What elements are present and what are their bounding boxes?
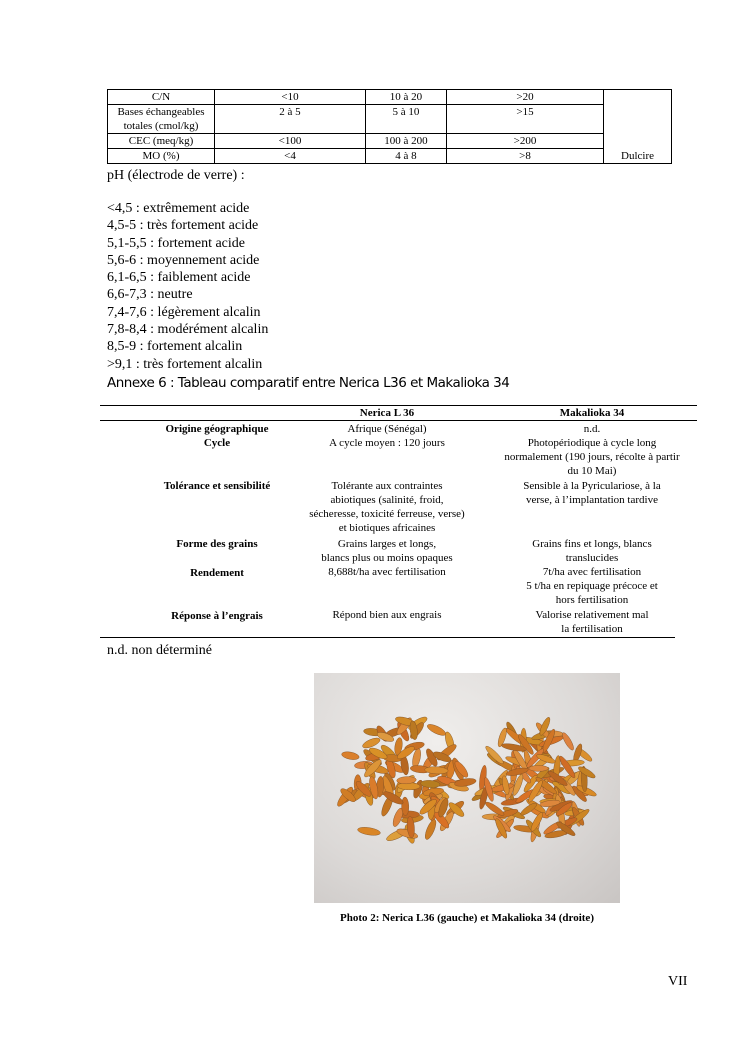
cell-line: blancs plus ou moins opaques — [321, 552, 453, 564]
cell-origine-makalioka — [487, 422, 697, 436]
cell-tolerance-makalioka — [487, 479, 697, 507]
list-item: <4,5 : extrêmement acide — [107, 201, 250, 216]
list-item: 6,6-7,3 : neutre — [107, 287, 193, 303]
table-cell: C/N — [108, 90, 215, 105]
cell-line: du 10 Mai) — [567, 465, 617, 477]
cell-line: Grains fins et longs, blancs — [532, 538, 652, 550]
table-cell: MO (%) — [108, 149, 215, 164]
photo-caption: Photo 2: Nerica L36 (gauche) et Makalioka 34 (droite) — [340, 912, 594, 924]
cell-line: la fertilisation — [561, 623, 623, 635]
list-item: >9,1 : très fortement alcalin — [107, 356, 263, 372]
table-cell: Bases échangeables totales (cmol/kg) — [108, 105, 215, 134]
rice-grain — [357, 826, 381, 837]
abbreviation-note: n.d. non déterminé — [107, 643, 212, 658]
cell-line: verse, à l’implantation tardive — [526, 494, 658, 506]
cell-reponse-makalioka — [487, 608, 697, 636]
cell-line: Afrique (Sénégal) — [347, 423, 427, 435]
row-label-forme: Forme des grains — [176, 538, 258, 550]
table-cell: 4 à 8 — [366, 149, 447, 164]
row-label-cycle: Cycle — [203, 437, 231, 449]
cell-cycle-makalioka — [487, 436, 697, 478]
table-cell: >15 — [447, 105, 604, 134]
cell-cycle-nerica — [287, 436, 487, 450]
table-cell: <4 — [215, 149, 366, 164]
table-row — [108, 105, 672, 134]
table-cell: >200 — [447, 134, 604, 149]
table-cell: CEC (meq/kg) — [108, 134, 215, 149]
row-label-origine: Origine géographique — [165, 423, 269, 435]
cell-line: 5 t/ha en repiquage précoce et — [526, 580, 658, 592]
list-item: 5,6-6 : moyennement acide — [107, 252, 260, 268]
rice-grains-illustration — [314, 673, 620, 903]
rice-grain — [426, 722, 447, 737]
cell-forme-nerica — [287, 537, 487, 565]
cell-line: sécheresse, toxicité ferreuse, verse) — [309, 508, 465, 520]
list-item: 6,1-6,5 : faiblement acide — [107, 270, 251, 286]
rice-grain — [454, 777, 477, 788]
column-header-nerica: Nerica L 36 — [359, 407, 415, 419]
rice-grains-photo — [314, 673, 620, 903]
table-cell-source: Dulcire — [604, 90, 672, 164]
table-cell: <10 — [215, 90, 366, 105]
table-bottom-rule — [100, 637, 675, 638]
page-number: VII — [668, 974, 688, 989]
table-row — [108, 149, 672, 164]
row-label-tolerance: Tolérance et sensibilité — [163, 480, 271, 492]
cell-line: translucides — [565, 552, 619, 564]
table-cell: 5 à 10 — [366, 105, 447, 134]
table-cell: 2 à 5 — [215, 105, 366, 134]
cell-line: 8,688t/ha avec fertilisation — [328, 566, 446, 578]
cell-line: Répond bien aux engrais — [332, 609, 442, 621]
row-label-reponse: Réponse à l’engrais — [171, 610, 263, 622]
table-cell: 100 à 200 — [366, 134, 447, 149]
rice-grain — [423, 818, 438, 841]
cell-origine-nerica — [287, 422, 487, 436]
cell-line: n.d. — [583, 423, 601, 435]
cell-line: A cycle moyen : 120 jours — [329, 437, 445, 449]
cell-forme-makalioka — [487, 537, 697, 565]
table-cell: >8 — [447, 149, 604, 164]
table-cell: 10 à 20 — [366, 90, 447, 105]
cell-line: et biotiques africaines — [338, 522, 436, 534]
annex-title: Annexe 6 : Tableau comparatif entre Nerica L36 et Makalioka 34 — [107, 375, 510, 391]
cell-line: 7t/ha avec fertilisation — [542, 566, 642, 578]
list-item: 8,5-9 : fortement alcalin — [107, 339, 243, 355]
cell-line: Sensible à la Pyriculariose, à la — [523, 480, 661, 492]
cell-line: normalement (190 jours, récolte à partir — [504, 451, 680, 463]
table-cell: >20 — [447, 90, 604, 105]
table-row — [108, 90, 672, 105]
rice-grain — [341, 750, 360, 760]
cell-rendement-makalioka — [487, 565, 697, 607]
ph-scale-list — [107, 200, 268, 373]
table-cell: <100 — [215, 134, 366, 149]
rice-grain — [560, 731, 575, 751]
table-header-rule — [100, 420, 697, 421]
list-item: 7,8-8,4 : modérément alcalin — [107, 322, 269, 338]
soil-properties-table — [107, 89, 672, 164]
cell-line: abiotiques (salinité, froid, — [330, 494, 444, 506]
cell-line: Grains larges et longs, — [337, 538, 437, 550]
ph-title: pH (électrode de verre) : — [107, 168, 245, 183]
cell-reponse-nerica — [287, 608, 487, 622]
list-item: 5,1-5,5 : fortement acide — [107, 235, 246, 251]
list-item: 4,5-5 : très fortement acide — [107, 218, 259, 234]
list-item: 7,4-7,6 : légèrement alcalin — [107, 304, 261, 320]
rice-grain — [529, 765, 548, 771]
cell-line: Tolérante aux contraintes — [331, 480, 443, 492]
cell-line: hors fertilisation — [555, 594, 629, 606]
cell-tolerance-nerica — [287, 479, 487, 535]
cell-line: Photopériodique à cycle long — [527, 437, 657, 449]
cell-line: Valorise relativement mal — [535, 609, 649, 621]
cell-rendement-nerica — [287, 565, 487, 579]
column-header-makalioka: Makalioka 34 — [559, 407, 625, 419]
row-label-rendement: Rendement — [190, 567, 244, 579]
table-row — [108, 134, 672, 149]
